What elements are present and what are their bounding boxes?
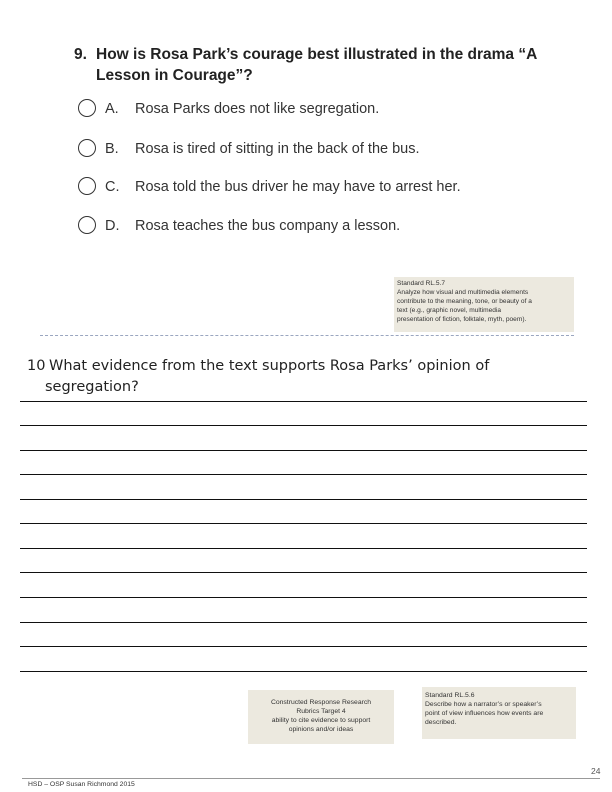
choice-text: Rosa is tired of sitting in the back of the bus. <box>135 141 420 157</box>
answer-line[interactable] <box>20 572 587 573</box>
radio-circle-icon[interactable] <box>78 216 96 234</box>
answer-line[interactable] <box>20 474 587 475</box>
choice-text: Rosa Parks does not like segregation. <box>135 101 380 117</box>
standard-title: Standard RL.5.6 <box>425 692 475 699</box>
standard-line: contribute to the meaning, tone, or beauty of a <box>397 298 532 305</box>
answer-line[interactable] <box>20 450 587 451</box>
standard-rl57-box <box>394 277 574 332</box>
answer-line[interactable] <box>20 622 587 623</box>
rubric-line: opinions and/or ideas <box>288 726 354 733</box>
question-number: 10 <box>27 358 46 374</box>
answer-line[interactable] <box>20 523 587 524</box>
rubric-box <box>248 690 394 744</box>
choice-letter: C. <box>105 179 120 195</box>
choice-letter: D. <box>105 218 120 234</box>
standard-title: Standard RL.5.7 <box>397 280 446 287</box>
standard-line: Describe how a narrator’s or speaker’s <box>425 701 542 708</box>
answer-line[interactable] <box>20 401 587 402</box>
standard-rl56-box <box>422 687 576 739</box>
choice-text: Rosa teaches the bus company a lesson. <box>135 218 401 234</box>
radio-circle-icon[interactable] <box>78 99 96 117</box>
question-9 <box>74 44 594 86</box>
section-divider <box>40 335 574 336</box>
choice-letter: B. <box>105 141 119 157</box>
answer-line[interactable] <box>20 671 587 672</box>
answer-line[interactable] <box>20 425 587 426</box>
rubric-line: Constructed Response Research <box>270 699 372 706</box>
standard-line: described. <box>425 719 457 726</box>
page-number: 24 <box>591 766 601 776</box>
radio-circle-icon[interactable] <box>78 177 96 195</box>
radio-circle-icon[interactable] <box>78 139 96 157</box>
standard-line: Analyze how visual and multimedia elements <box>397 289 529 296</box>
standard-line: text (e.g., graphic novel, multimedia <box>397 307 502 314</box>
footer-rule <box>22 778 600 779</box>
answer-line[interactable] <box>20 597 587 598</box>
question-10 <box>27 356 587 398</box>
rubric-line: ability to cite evidence to support <box>271 717 371 724</box>
answer-line[interactable] <box>20 499 587 500</box>
answer-line[interactable] <box>20 646 587 647</box>
choice-text: Rosa told the bus driver he may have to arrest her. <box>135 179 461 195</box>
rubric-line: Rubrics Target 4 <box>296 708 346 715</box>
standard-line: presentation of fiction, folktale, myth, poem). <box>397 316 527 323</box>
choice-letter: A. <box>105 101 119 117</box>
footer-text: HSD – OSP Susan Richmond 2015 <box>28 781 135 788</box>
question-number: 9. <box>74 46 87 63</box>
standard-line: point of view influences how events are <box>425 710 544 717</box>
question-text-continued: segregation? <box>45 379 139 395</box>
question-text-continued: Lesson in Courage”? <box>96 67 253 84</box>
question-text: What evidence from the text supports Rosa Parks’ opinion of <box>49 358 490 374</box>
question-text: How is Rosa Park’s courage best illustrated in the drama “A <box>96 46 538 63</box>
answer-line[interactable] <box>20 548 587 549</box>
